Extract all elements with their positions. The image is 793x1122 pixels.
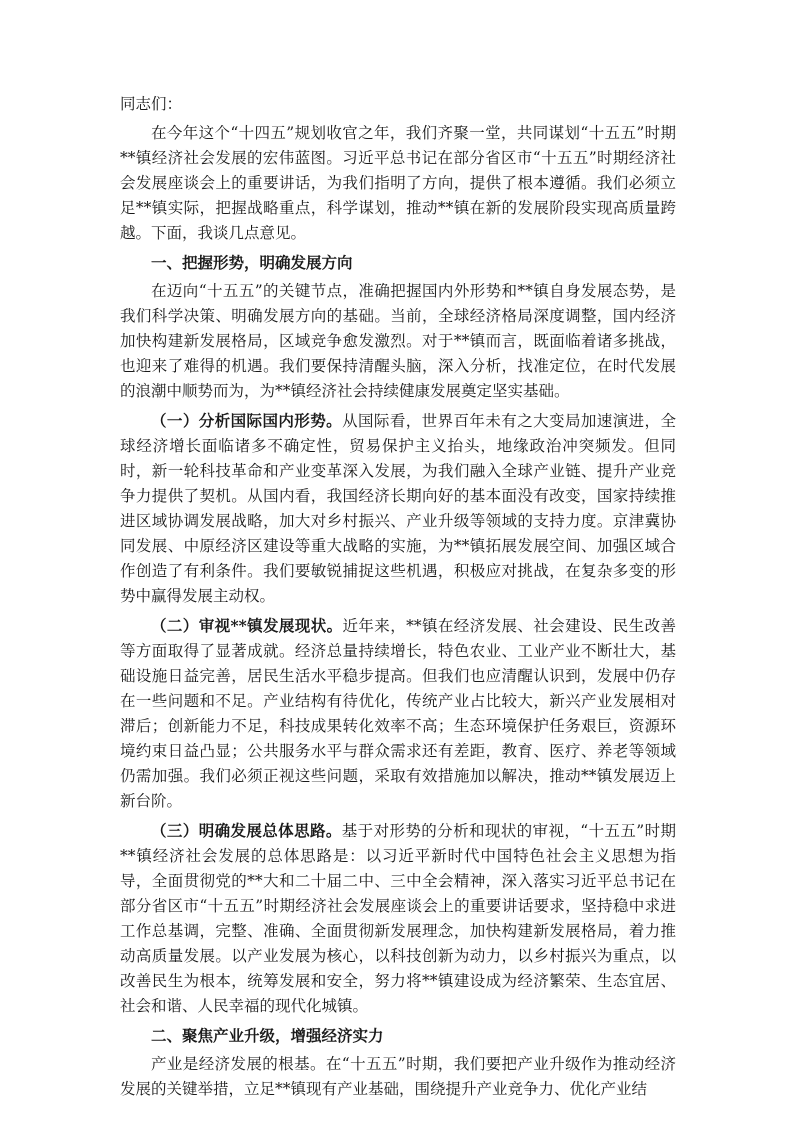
intro-paragraph: 在今年这个“十四五”规划收官之年，我们齐聚一堂，共同谋划“十五五”时期**镇经济社会发展的宏伟蓝图。习近平总书记在部分省区市“十五五”时期经济社会发展座谈会上的重要讲话，为我们指明了方向，提供了根本遵循。我们必须立足**镇实际，把握战略重点，科学谋划，推动**镇在新的发展阶段实现高质量跨越。下面，我谈几点意见。 — [120, 124, 676, 242]
section-1-item-1 — [120, 408, 676, 609]
document-page — [120, 92, 676, 1106]
section-1-item-3 — [120, 818, 676, 1019]
salutation: 同志们： — [120, 95, 183, 113]
item-1-text: 从国际看，世界百年未有之大变局加速演进，全球经济增长面临诸多不确定性，贸易保护主义抬头，地缘政治冲突频发。但同时，新一轮科技革命和产业变革深入发展，为我们融入全球产业链、提升产业竞争力提供了契机。从国内看，我国经济长期向好的基本面没有改变，国家持续推进区域协调发展战略，加大对乡村振兴、产业升级等领域的支持力度。京津冀协同发展、中原经济区建设等重大战略的实施，为**镇拓展发展空间、加强区域合作创造了有利条件。我们要敏锐捕捉这些机遇，积极应对挑战，在复杂多变的形势中赢得发展主动权。 — [120, 412, 676, 605]
section-2-heading: 二、聚焦产业升级，增强经济实力 — [151, 1026, 384, 1045]
item-2-text: 近年来，**镇在经济发展、社会建设、民生改善等方面取得了显著成就。经济总量持续增长，特色农业、工业产业不断壮大，基础设施日益完善，居民生活水平稳步提高。但我们也应清醒认识到，发展中仍存在一些问题和不足。产业结构有待优化，传统产业占比较大，新兴产业发展相对滞后；创新能力不足，科技成果转化效率不高；生态环境保护任务艰巨，资源环境约束日益凸显；公共服务水平与群众需求还有差距，教育、医疗、养老等领域仍需加强。我们必须正视这些问题，采取有效措施加以解决，推动**镇发展迈上新台阶。 — [120, 617, 676, 810]
item-1-title: （一）分析国际国内形势。 — [151, 411, 343, 430]
section-2-paragraph: 产业是经济发展的根基。在“十五五”时期，我们要把产业升级作为推动经济发展的关键举措，立足**镇现有产业基础，围绕提升产业竞争力、优化产业结 — [120, 1055, 676, 1098]
section-1-item-2 — [120, 613, 676, 814]
section-1-paragraph: 在迈向“十五五”的关键节点，准确把握国内外形势和**镇自身发展态势，是我们科学决策、明确发展方向的基础。当前，全球经济格局深度调整，国内经济加快构建新发展格局，区域竞争愈发激烈。对于**镇而言，既面临着诸多挑战，也迎来了难得的机遇。我们要保持清醒头脑，深入分析，找准定位，在时代发展的浪潮中顺势而为，为**镇经济社会持续健康发展奠定坚实基础。 — [120, 282, 676, 400]
section-1-heading: 一、把握形势，明确发展方向 — [151, 253, 353, 272]
item-3-title: （三）明确发展总体思路。 — [151, 821, 342, 840]
item-3-text: 基于对形势的分析和现状的审视，“十五五”时期**镇经济社会发展的总体思路是：以习近平新时代中国特色社会主义思想为指导，全面贯彻党的**大和二十届二中、三中全会精神，深入落实习近平总书记在部分省区市“十五五”时期经济社会发展座谈会上的重要讲话要求，坚持稳中求进工作总基调，完整、准确、全面贯彻新发展理念，加快构建新发展格局，着力推动高质量发展。以产业发展为核心，以科技创新为动力，以乡村振兴为重点，以改善民生为根本，统筹发展和安全，努力将**镇建设成为经济繁荣、生态宜居、社会和谐、人民幸福的现代化城镇。 — [120, 822, 676, 1015]
item-2-title: （二）审视**镇发展现状。 — [151, 616, 343, 635]
